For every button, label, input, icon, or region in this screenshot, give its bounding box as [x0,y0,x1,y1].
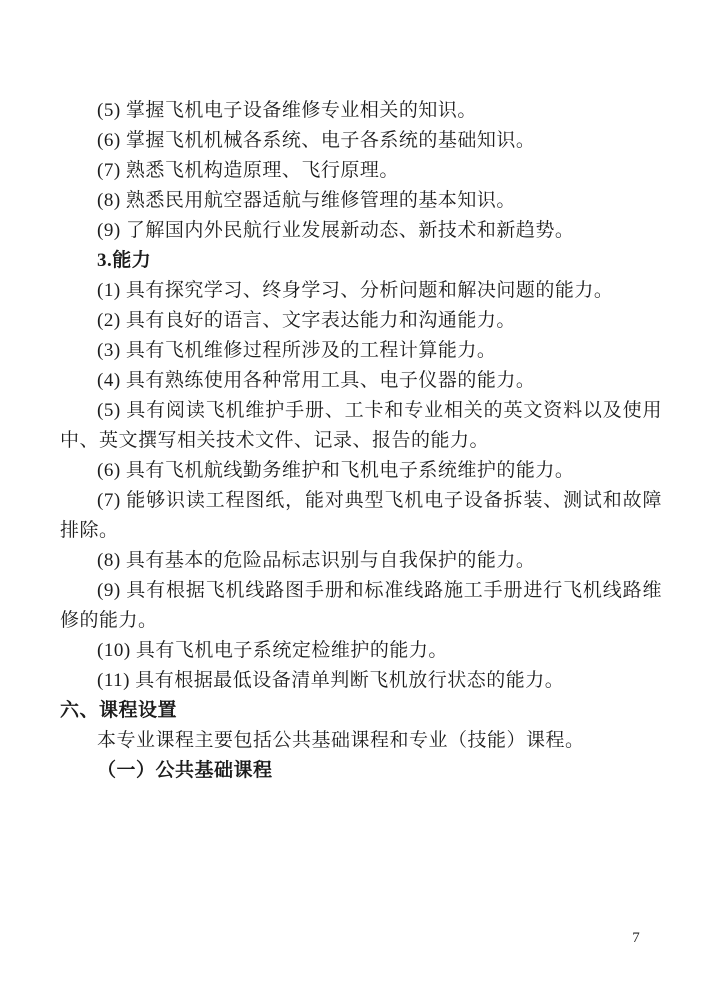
paragraph-course-intro: 本专业课程主要包括公共基础课程和专业（技能）课程。 [97,730,585,751]
list-item-ability-8: (8) 具有基本的危险品标志识别与自我保护的能力。 [97,550,536,571]
list-item-ability-9: (9) 具有根据飞机线路图手册和标准线路施工手册进行飞机线路维 [97,580,662,601]
list-item-ability-11: (11) 具有根据最低设备清单判断飞机放行状态的能力。 [97,670,565,691]
list-item-knowledge-6: (6) 掌握飞机机械各系统、电子各系统的基础知识。 [97,130,536,151]
list-item-ability-10: (10) 具有飞机电子系统定检维护的能力。 [97,640,448,661]
heading-ability: 3.能力 [97,250,152,271]
list-item-ability-6: (6) 具有飞机航线勤务维护和飞机电子系统维护的能力。 [97,460,575,481]
list-item-ability-9-continuation: 修的能力。 [60,610,158,631]
section-heading-course-setup: 六、课程设置 [60,700,178,721]
document-body [60,96,662,786]
list-item-ability-2: (2) 具有良好的语言、文字表达能力和沟通能力。 [97,310,516,331]
list-item-ability-4: (4) 具有熟练使用各种常用工具、电子仪器的能力。 [97,370,536,391]
list-item-ability-7-continuation: 排除。 [60,520,119,541]
list-item-ability-7: (7) 能够识读工程图纸，能对典型飞机电子设备拆装、测试和故障 [97,490,662,511]
list-item-ability-3: (3) 具有飞机维修过程所涉及的工程计算能力。 [97,340,497,361]
page-number: 7 [632,930,640,946]
subsection-heading-public-basic-courses: （一）公共基础课程 [97,760,273,781]
list-item-knowledge-7: (7) 熟悉飞机构造原理、飞行原理。 [97,160,399,181]
list-item-ability-1: (1) 具有探究学习、终身学习、分析问题和解决问题的能力。 [97,280,614,301]
list-item-ability-5: (5) 具有阅读飞机维护手册、工卡和专业相关的英文资料以及使用 [97,400,662,421]
list-item-knowledge-5: (5) 掌握飞机电子设备维修专业相关的知识。 [97,100,477,121]
list-item-knowledge-9: (9) 了解国内外民航行业发展新动态、新技术和新趋势。 [97,220,575,241]
list-item-knowledge-8: (8) 熟悉民用航空器适航与维修管理的基本知识。 [97,190,516,211]
list-item-ability-5-continuation: 中、英文撰写相关技术文件、记录、报告的能力。 [60,430,490,451]
